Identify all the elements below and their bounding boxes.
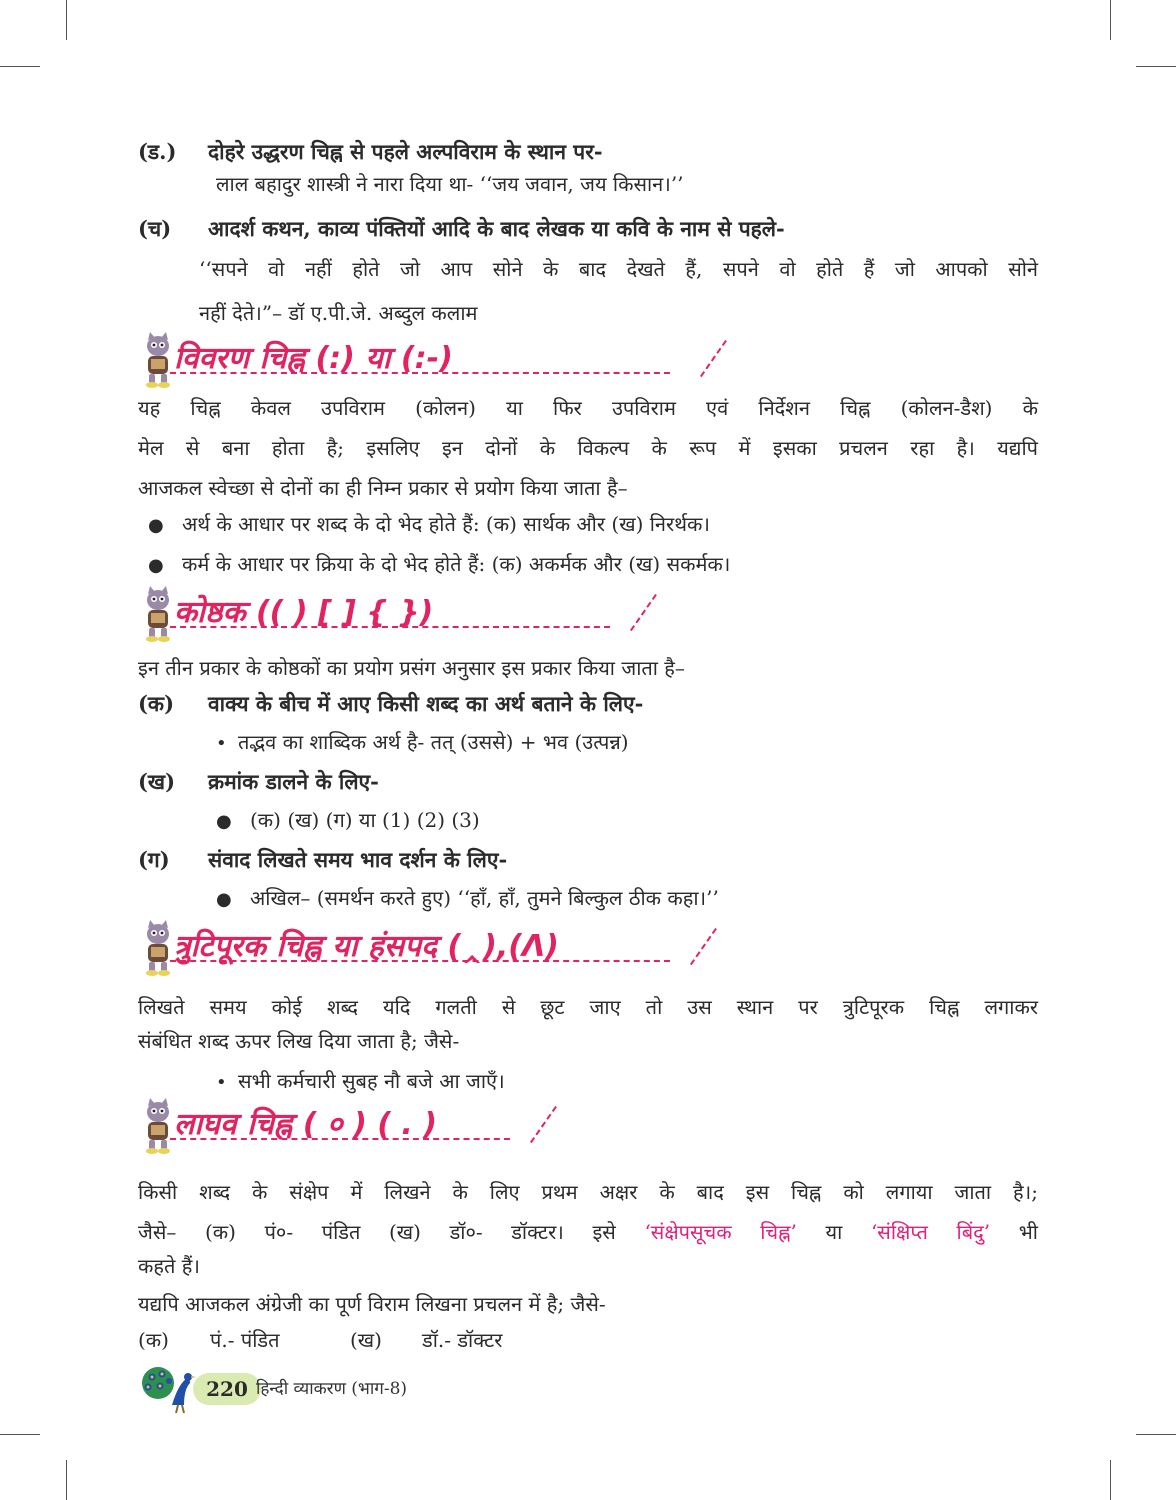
- vivaran-bullet1: [138, 509, 1038, 541]
- koshthak-c-heading: [138, 845, 1038, 875]
- trutipurak-para-line1: लिखते समय कोई शब्द यदि गलती से छूट जाए तो उस स्थान पर त्रुटिपूरक चिह्न लगाकर: [138, 995, 1038, 1019]
- laghav-examples: [138, 1325, 1038, 1355]
- trutipurak-body: [138, 992, 1038, 1098]
- laghav-para-line2-a: जैसे– (क) पं०- पंडित (ख) डॉ०- डॉक्टर। इसे: [138, 1220, 616, 1244]
- laghav-para2: यद्यपि आजकल अंग्रेजी का पूर्ण विराम लिखना प्रचलन में है; जैसे-: [138, 1292, 606, 1316]
- section-ch-example-line1: ‘‘सपने वो नहीं होते जो आप सोने के बाद देखते हैं, सपने वो होते हैं जो आपको सोने: [199, 257, 1038, 281]
- crop-mark: [0, 1434, 40, 1435]
- cat-mascot-icon: [140, 586, 176, 642]
- heading-underline: [170, 372, 670, 374]
- trutipurak-bullet1: [138, 1066, 1038, 1098]
- laghav-body: [138, 1177, 1038, 1355]
- koshthak-body: [138, 653, 1038, 915]
- koshthak-a-label: (क): [138, 691, 174, 716]
- heading-underline: [170, 626, 610, 628]
- heading-laghav: [140, 1098, 720, 1158]
- cat-mascot-icon: [140, 920, 176, 976]
- bullet-icon: •: [216, 733, 227, 754]
- section-e-title: दोहरे उद्धरण चिह्न से पहले अल्पविराम के स्थान पर-: [208, 139, 603, 164]
- heading-slash: [530, 1106, 559, 1144]
- laghav-ex-a-label: (क): [138, 1328, 169, 1352]
- laghav-ex-a-text: पं.- पंडित: [210, 1328, 280, 1352]
- vivaran-para-line3: आजकल स्वेच्छा से दोनों का ही निम्न प्रकार से प्रयोग किया जाता है–: [138, 476, 628, 500]
- crop-mark: [0, 66, 40, 67]
- vivaran-body: [138, 393, 1038, 581]
- laghav-ex-b-text: डॉ.- डॉक्टर: [422, 1328, 503, 1352]
- highlight-term: ‘संक्षिप्त बिंदु’: [870, 1220, 991, 1244]
- page-footer: [138, 1365, 638, 1415]
- peacock-icon: [138, 1365, 200, 1415]
- section-ch-title: आदर्श कथन, काव्य पंक्तियों आदि के बाद लेखक या कवि के नाम से पहले-: [208, 216, 785, 241]
- heading-koshthak-text: कोष्ठक (( ) [ ] { }): [174, 595, 434, 630]
- heading-slash: [630, 594, 659, 632]
- crop-mark: [1110, 1460, 1111, 1500]
- section-ch: [138, 214, 1038, 328]
- bullet-icon: ●: [216, 889, 232, 910]
- vivaran-para-line2: मेल से बना होता है; इसलिए इन दोनों के विकल्प के रूप में इसका प्रचलन रहा है। यद्यपि: [138, 436, 1038, 460]
- bullet-icon: ●: [148, 515, 164, 536]
- heading-trutipurak-text: त्रुटिपूरक चिह्न या हंसपद (‸),(ᐱ): [174, 929, 559, 964]
- laghav-ex-b-label: (ख): [350, 1328, 382, 1352]
- heading-slash: [700, 340, 729, 378]
- koshthak-b-example: [138, 805, 1038, 837]
- bullet-icon: ●: [148, 555, 164, 576]
- cat-mascot-icon: [140, 1098, 176, 1154]
- koshthak-b-heading: [138, 767, 1038, 797]
- koshthak-b-example-text: (क) (ख) (ग) या (1) (2) (3): [250, 808, 480, 832]
- page-number: 220: [193, 1373, 261, 1405]
- crop-mark: [66, 1460, 67, 1500]
- trutipurak-bullet1-text: सभी कर्मचारी सुबह नौ बजे आ जाएँ।: [238, 1069, 505, 1093]
- section-e-example: लाल बहादुर शास्त्री ने नारा दिया था- ‘‘जय जवान, जय किसान।’’: [216, 172, 684, 196]
- heading-koshthak: [140, 586, 720, 646]
- koshthak-a-example-text: तद्भव का शाब्दिक अर्थ है- तत् (उससे) + भव (उत्पन्न): [238, 730, 629, 754]
- laghav-para-line2-b: या: [825, 1220, 843, 1244]
- crop-mark: [1136, 1434, 1176, 1435]
- heading-vivaran-text: विवरण चिह्न (:) या (:-): [174, 341, 453, 376]
- heading-trutipurak: [140, 920, 720, 980]
- section-e-heading: [138, 137, 1038, 167]
- koshthak-b-label: (ख): [138, 769, 176, 794]
- section-ch-heading: [138, 214, 1038, 244]
- section-ch-example-line2: नहीं देते।”– डॉ ए.पी.जे. अब्दुल कलाम: [199, 301, 478, 325]
- koshthak-a-title: वाक्य के बीच में आए किसी शब्द का अर्थ बताने के लिए-: [208, 691, 644, 716]
- crop-mark: [1110, 0, 1111, 40]
- crop-mark: [66, 0, 67, 40]
- book-title: हिन्दी व्याकरण (भाग-8): [256, 1379, 408, 1399]
- koshthak-c-example-text: अखिल– (समर्थन करते हुए) ‘‘हाँ, हाँ, तुमने बिल्कुल ठीक कहा।’’: [250, 886, 719, 910]
- koshthak-c-label: (ग): [138, 847, 170, 872]
- bullet-icon: ●: [216, 811, 232, 832]
- vivaran-bullet1-text: अर्थ के आधार पर शब्द के दो भेद होते हैं: (क) सार्थक और (ख) निरर्थक।: [182, 512, 710, 536]
- laghav-para-line2: [138, 1217, 1038, 1247]
- trutipurak-para-line2: संबंधित शब्द ऊपर लिख दिया जाता है; जैसे-: [138, 1029, 460, 1053]
- koshthak-intro: इन तीन प्रकार के कोष्ठकों का प्रयोग प्रसंग अनुसार इस प्रकार किया जाता है–: [138, 656, 685, 680]
- koshthak-c-example: [138, 883, 1038, 915]
- koshthak-a-heading: [138, 689, 1038, 719]
- heading-underline: [170, 1138, 510, 1140]
- heading-slash: [690, 928, 719, 966]
- crop-mark: [1136, 66, 1176, 67]
- vivaran-bullet2-text: कर्म के आधार पर क्रिया के दो भेद होते हैं: (क) अकर्मक और (ख) सकर्मक।: [182, 552, 731, 576]
- laghav-para-line1: किसी शब्द के संक्षेप में लिखने के लिए प्रथम अक्षर के बाद इस चिह्न को लगाया जाता है।;: [138, 1180, 1038, 1204]
- vivaran-para-line1: यह चिह्न केवल उपविराम (कोलन) या फिर उपविराम एवं निर्देशन चिह्न (कोलन-डैश) के: [138, 396, 1038, 420]
- cat-mascot-icon: [140, 332, 176, 388]
- koshthak-c-title: संवाद लिखते समय भाव दर्शन के लिए-: [208, 847, 508, 872]
- laghav-para-line3: कहते हैं।: [138, 1254, 200, 1278]
- bullet-icon: •: [216, 1072, 227, 1093]
- section-e: [138, 137, 1038, 199]
- koshthak-b-title: क्रमांक डालने के लिए-: [208, 769, 379, 794]
- heading-vivaran: [140, 332, 720, 392]
- highlight-term: ‘संक्षेपसूचक चिह्न’: [644, 1220, 797, 1244]
- koshthak-a-example: [138, 727, 1038, 759]
- heading-laghav-text: लाघव चिह्न ( ० ) ( . ): [174, 1107, 437, 1142]
- vivaran-bullet2: [138, 549, 1038, 581]
- heading-underline: [170, 960, 670, 962]
- section-e-label: (ड.): [138, 139, 177, 164]
- laghav-para-line2-c: भी: [1018, 1220, 1038, 1244]
- section-ch-label: (च): [138, 216, 172, 241]
